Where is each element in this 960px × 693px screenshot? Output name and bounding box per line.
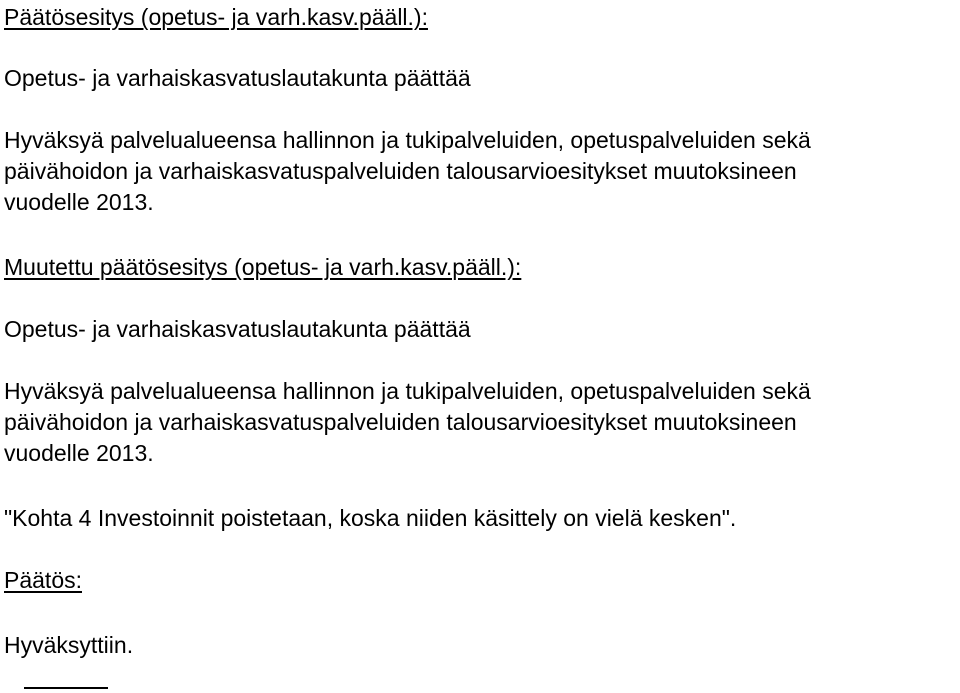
amended-proposal-heading: Muutettu päätösesitys (opetus- ja varh.kasv.pääll.): [4, 254, 522, 280]
amended-body-line-1: Hyväksyä palvelualueensa hallinnon ja tukipalveluiden, opetuspalveluiden sekä [4, 378, 811, 404]
amendment-note: "Kohta 4 Investoinnit poistetaan, koska niiden käsittely on vielä kesken". [4, 505, 737, 531]
closing-rule [24, 687, 108, 689]
proposal-board-line: Opetus- ja varhaiskasvatuslautakunta päättää [4, 65, 471, 91]
amended-board-line: Opetus- ja varhaiskasvatuslautakunta päättää [4, 316, 471, 342]
decision-heading: Päätös: [4, 567, 82, 593]
proposal-heading: Päätösesitys (opetus- ja varh.kasv.pääll.): [4, 4, 428, 30]
decision-text: Hyväksyttiin. [4, 632, 134, 658]
amended-body-line-3: vuodelle 2013. [4, 440, 154, 466]
proposal-body-line-1: Hyväksyä palvelualueensa hallinnon ja tukipalveluiden, opetuspalveluiden sekä [4, 127, 811, 153]
proposal-body-line-3: vuodelle 2013. [4, 189, 154, 215]
amended-body-line-2: päivähoidon ja varhaiskasvatuspalveluiden talousarvioesitykset muutoksineen [4, 409, 797, 435]
proposal-body-line-2: päivähoidon ja varhaiskasvatuspalveluiden talousarvioesitykset muutoksineen [4, 158, 797, 184]
